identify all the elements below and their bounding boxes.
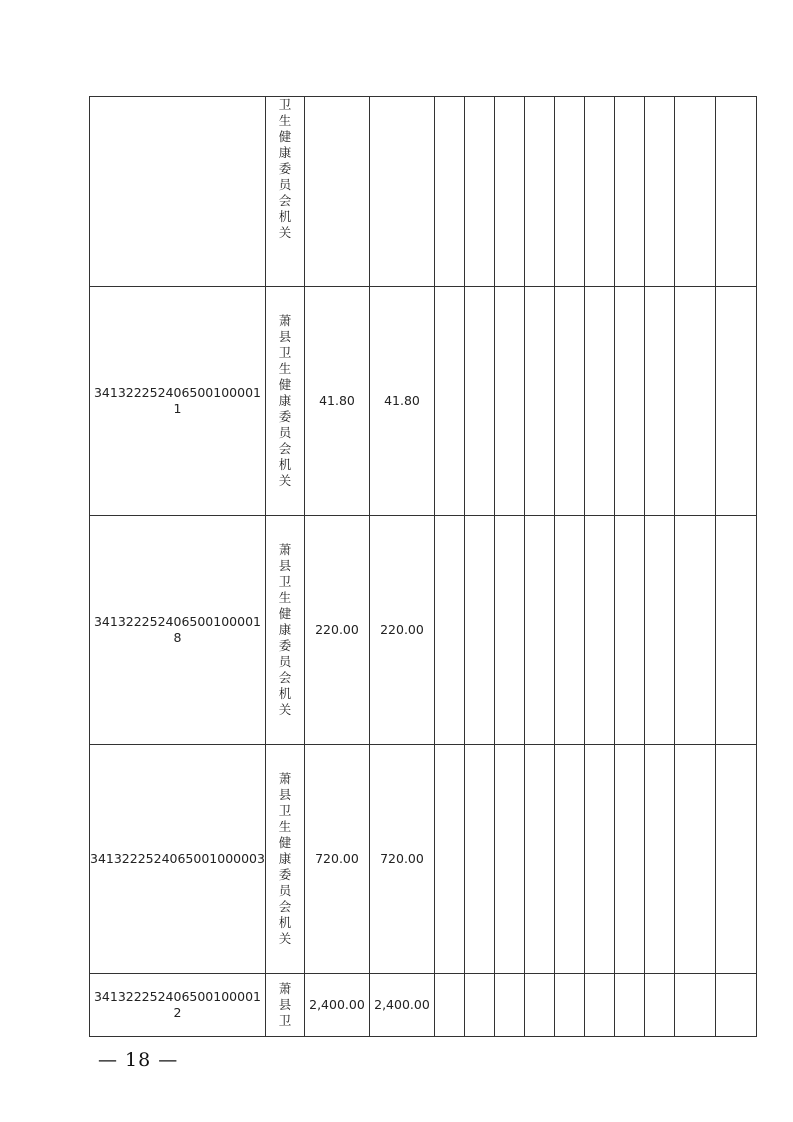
amount-cell: 2,400.00	[369, 974, 434, 1037]
empty-cell	[644, 287, 674, 516]
empty-cell	[674, 287, 715, 516]
unit-name-cell: 卫 生 健 康 委 员 会 机 关	[265, 97, 304, 287]
empty-cell	[434, 287, 464, 516]
unit-name-cell: 萧 县 卫 生 健 康 委 员 会 机 关	[265, 745, 304, 974]
project-code-cell: 341322252406500100001 8	[90, 516, 266, 745]
empty-cell	[715, 745, 756, 974]
amount-cell: 41.80	[369, 287, 434, 516]
empty-cell	[614, 516, 644, 745]
empty-cell	[494, 745, 524, 974]
unit-name-cell: 萧 县 卫 生 健 康 委 员 会 机 关	[265, 287, 304, 516]
empty-cell	[524, 745, 554, 974]
empty-cell	[715, 287, 756, 516]
empty-cell	[674, 97, 715, 287]
project-code-cell: 341322252406500100001 2	[90, 974, 266, 1037]
empty-cell	[434, 516, 464, 745]
table-row	[90, 516, 757, 745]
empty-cell	[614, 97, 644, 287]
empty-cell	[674, 974, 715, 1037]
empty-cell	[715, 97, 756, 287]
empty-cell	[584, 745, 614, 974]
empty-cell	[494, 97, 524, 287]
empty-cell	[584, 287, 614, 516]
empty-cell	[584, 97, 614, 287]
project-code-cell: 3413222524065001000003	[90, 745, 266, 974]
project-code-cell	[90, 97, 266, 287]
empty-cell	[554, 745, 584, 974]
fund-table	[89, 96, 757, 1037]
amount-cell: 41.80	[304, 287, 369, 516]
empty-cell	[644, 745, 674, 974]
empty-cell	[524, 287, 554, 516]
empty-cell	[644, 974, 674, 1037]
empty-cell	[715, 516, 756, 745]
empty-cell	[644, 516, 674, 745]
empty-cell	[494, 287, 524, 516]
empty-cell	[614, 287, 644, 516]
empty-cell	[464, 97, 494, 287]
empty-cell	[614, 974, 644, 1037]
empty-cell	[434, 745, 464, 974]
empty-cell	[464, 745, 494, 974]
empty-cell	[524, 516, 554, 745]
empty-cell	[715, 974, 756, 1037]
table-row	[90, 974, 757, 1037]
amount-cell: 220.00	[304, 516, 369, 745]
amount-cell: 2,400.00	[304, 974, 369, 1037]
page-number: — 18 —	[98, 1049, 179, 1071]
empty-cell	[674, 745, 715, 974]
amount-cell: 720.00	[304, 745, 369, 974]
amount-cell	[369, 97, 434, 287]
empty-cell	[554, 516, 584, 745]
empty-cell	[434, 974, 464, 1037]
project-code-cell: 341322252406500100001 1	[90, 287, 266, 516]
empty-cell	[464, 287, 494, 516]
empty-cell	[524, 97, 554, 287]
empty-cell	[554, 97, 584, 287]
empty-cell	[524, 974, 554, 1037]
table-row	[90, 745, 757, 974]
empty-cell	[584, 516, 614, 745]
empty-cell	[494, 516, 524, 745]
unit-name-cell: 萧 县 卫 生 健 康 委 员 会 机 关	[265, 516, 304, 745]
empty-cell	[494, 974, 524, 1037]
unit-name-cell: 萧 县 卫	[265, 974, 304, 1037]
empty-cell	[554, 974, 584, 1037]
empty-cell	[434, 97, 464, 287]
amount-cell: 220.00	[369, 516, 434, 745]
amount-cell	[304, 97, 369, 287]
empty-cell	[644, 97, 674, 287]
amount-cell: 720.00	[369, 745, 434, 974]
empty-cell	[464, 974, 494, 1037]
empty-cell	[464, 516, 494, 745]
empty-cell	[554, 287, 584, 516]
empty-cell	[584, 974, 614, 1037]
table-row	[90, 287, 757, 516]
table-row	[90, 97, 757, 287]
empty-cell	[614, 745, 644, 974]
empty-cell	[674, 516, 715, 745]
